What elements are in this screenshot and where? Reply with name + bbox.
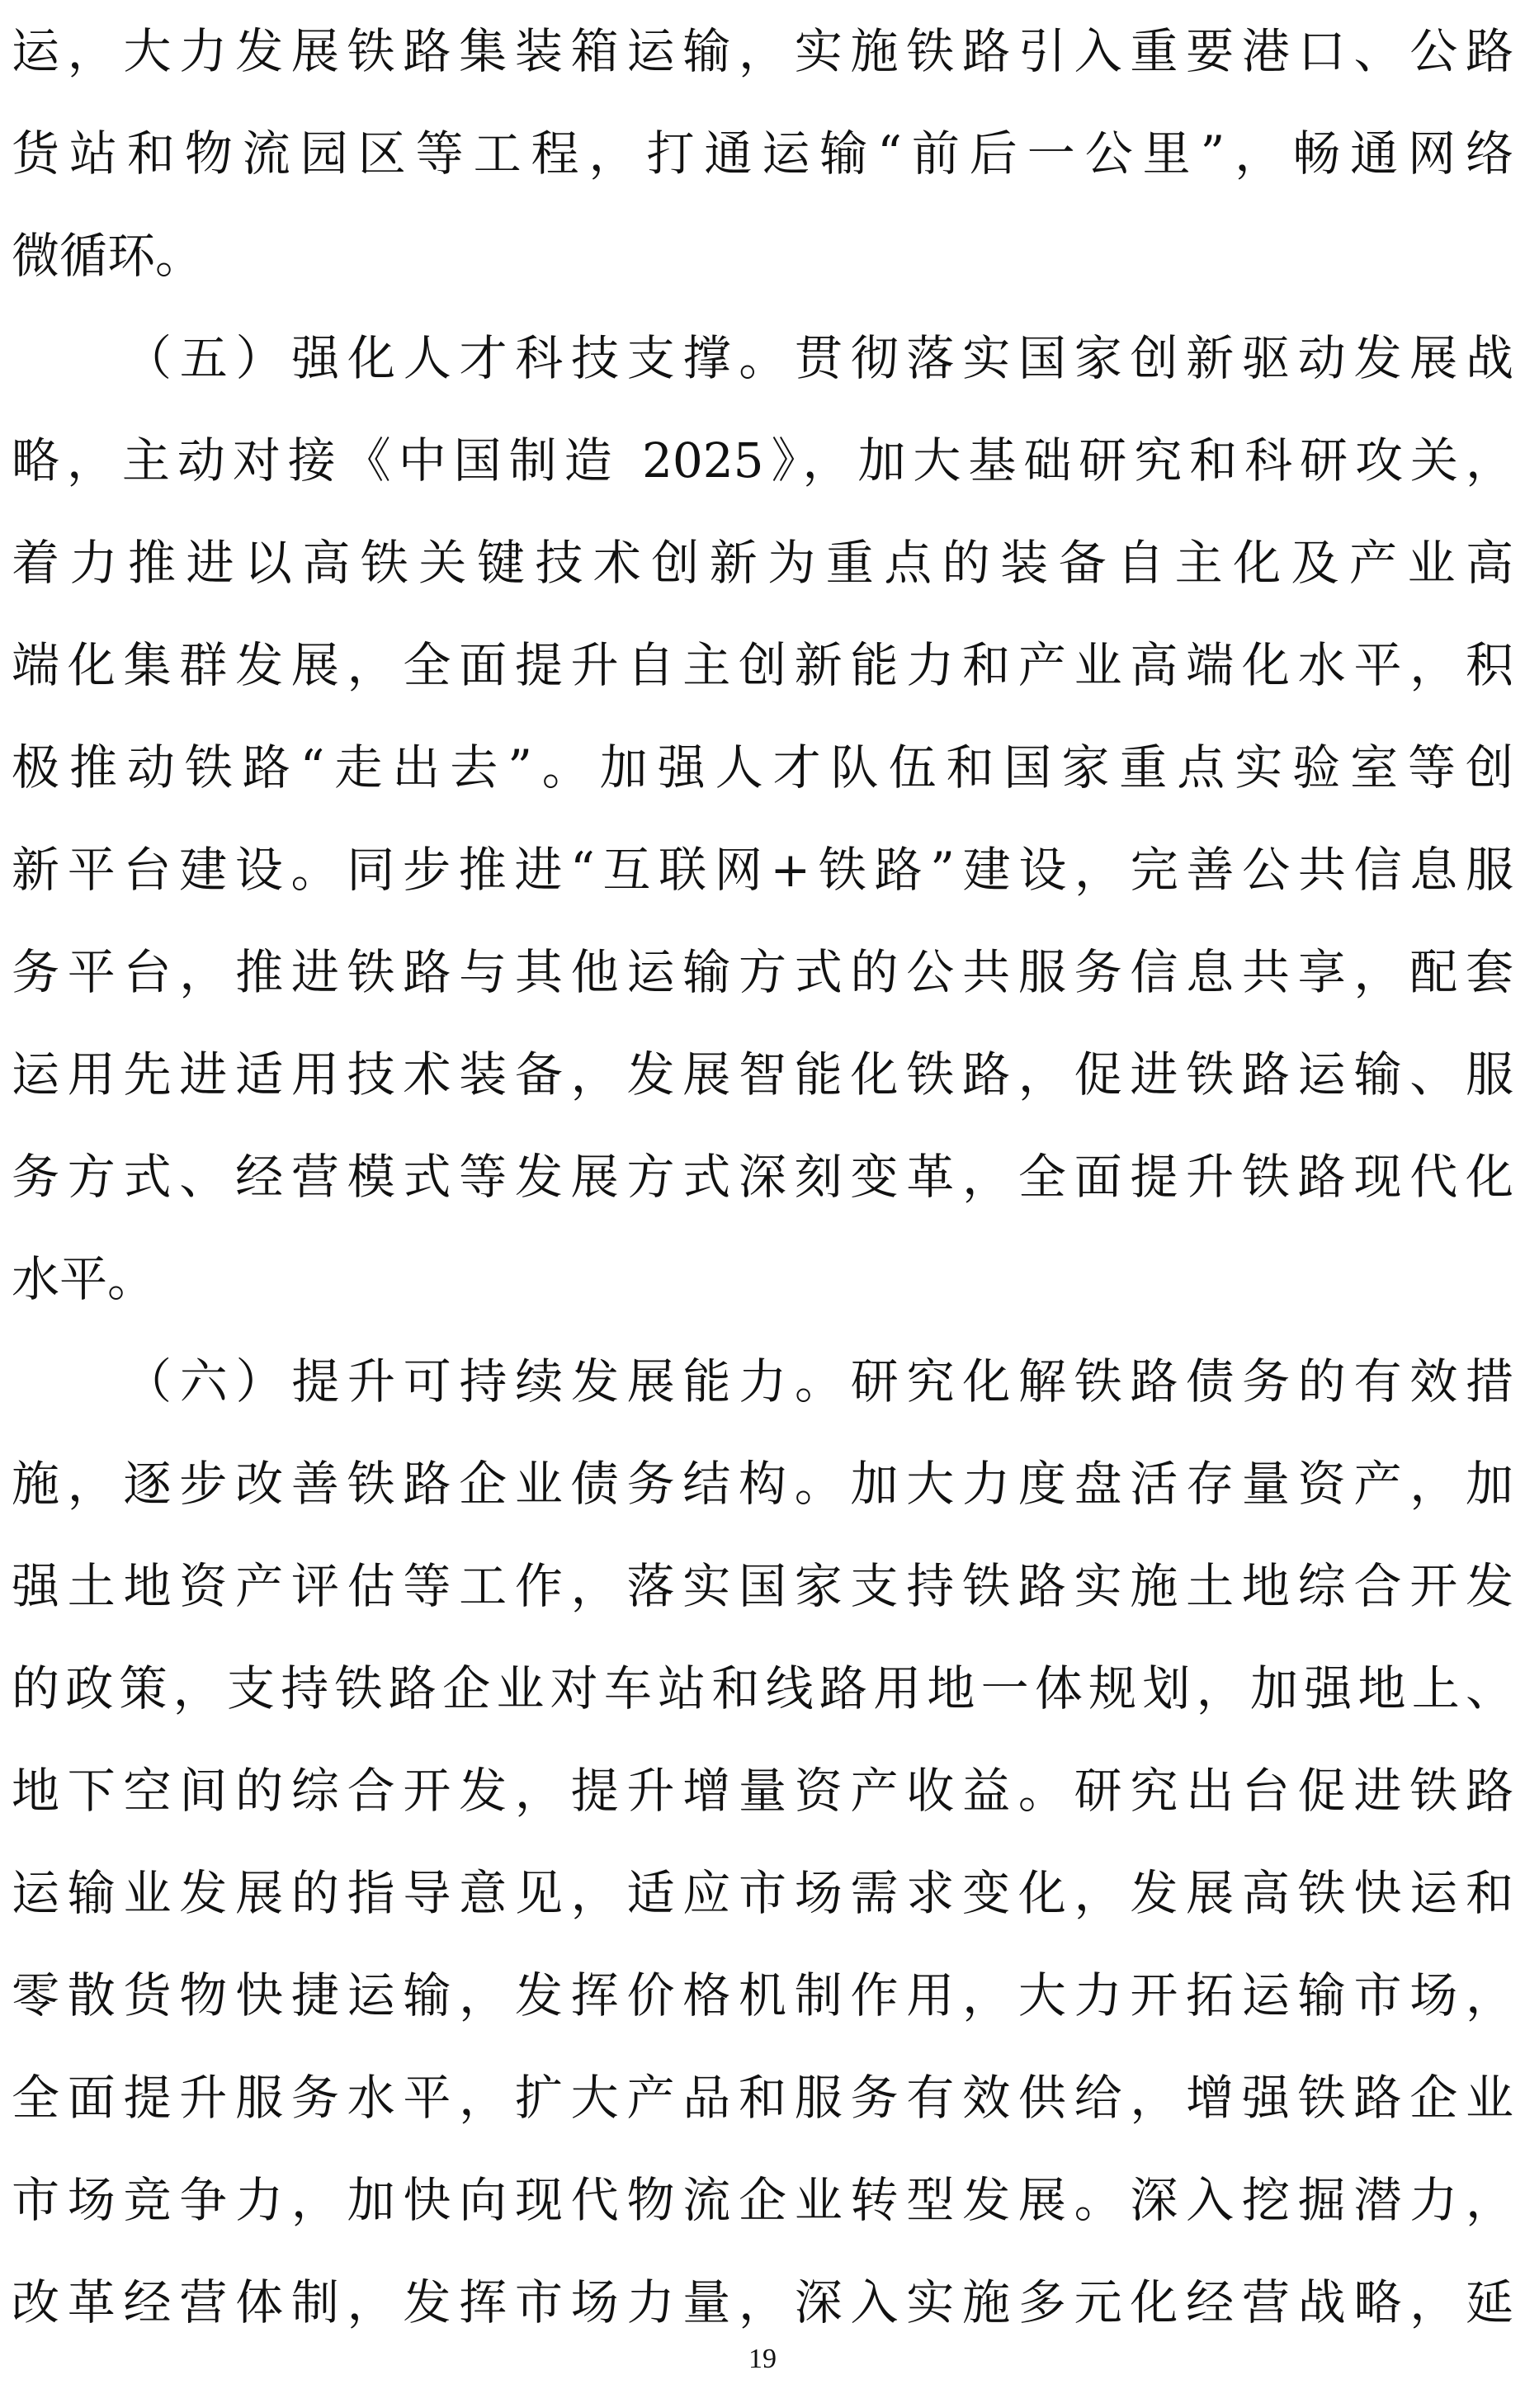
text-line: 务平台，推进铁路与其他运输方式的公共服务信息共享，配套	[12, 944, 1513, 1000]
text-line: 新平台建设。同步推进“互联网+铁路”建设，完善公共信息服	[12, 842, 1513, 898]
text-line: 的政策，支持铁路企业对车站和线路用地一体规划，加强地上、	[12, 1660, 1513, 1716]
text-line: 施，逐步改善铁路企业债务结构。加大力度盘活存量资产，加	[12, 1456, 1513, 1512]
text-line: 零散货物快捷运输，发挥价格机制作用，大力开拓运输市场，	[12, 1967, 1513, 2023]
text-line: 运用先进适用技术装备，发展智能化铁路，促进铁路运输、服	[12, 1046, 1513, 1102]
text-line: 端化集群发展，全面提升自主创新能力和产业高端化水平，积	[12, 637, 1513, 693]
text-line: 地下空间的综合开发，提升增量资产收益。研究出台促进铁路	[12, 1763, 1513, 1819]
text-line: 市场竞争力，加快向现代物流企业转型发展。深入挖掘潜力，	[12, 2172, 1513, 2228]
text-line: 略，主动对接《中国制造 2025》，加大基础研究和科研攻关，	[12, 432, 1513, 489]
text-line: 运，大力发展铁路集装箱运输，实施铁路引入重要港口、公路	[12, 23, 1513, 79]
text-line: 强土地资产评估等工作，落实国家支持铁路实施土地综合开发	[12, 1558, 1513, 1614]
text-line: 极推动铁路“走出去”。加强人才队伍和国家重点实验室等创	[12, 739, 1513, 796]
section-heading-line: （五）强化人才科技支撑。贯彻落实国家创新驱动发展战	[124, 330, 1513, 386]
section-heading-line: （六）提升可持续发展能力。研究化解铁路债务的有效措	[124, 1353, 1513, 1409]
page-number: 19	[748, 2344, 777, 2374]
text-line: 货站和物流园区等工程，打通运输“前后一公里”，畅通网络	[12, 125, 1513, 182]
text-line: 水平。	[12, 1251, 156, 1307]
text-line: 改革经营体制，发挥市场力量，深入实施多元化经营战略，延	[12, 2274, 1513, 2330]
body-text	[12, 0, 1513, 2354]
text-line: 微循环。	[12, 228, 204, 284]
text-line: 运输业发展的指导意见，适应市场需求变化，发展高铁快运和	[12, 1865, 1513, 1921]
text-line: 务方式、经营模式等发展方式深刻变革，全面提升铁路现代化	[12, 1149, 1513, 1205]
text-line: 全面提升服务水平，扩大产品和服务有效供给，增强铁路企业	[12, 2070, 1513, 2126]
text-line: 着力推进以高铁关键技术创新为重点的装备自主化及产业高	[12, 535, 1513, 591]
